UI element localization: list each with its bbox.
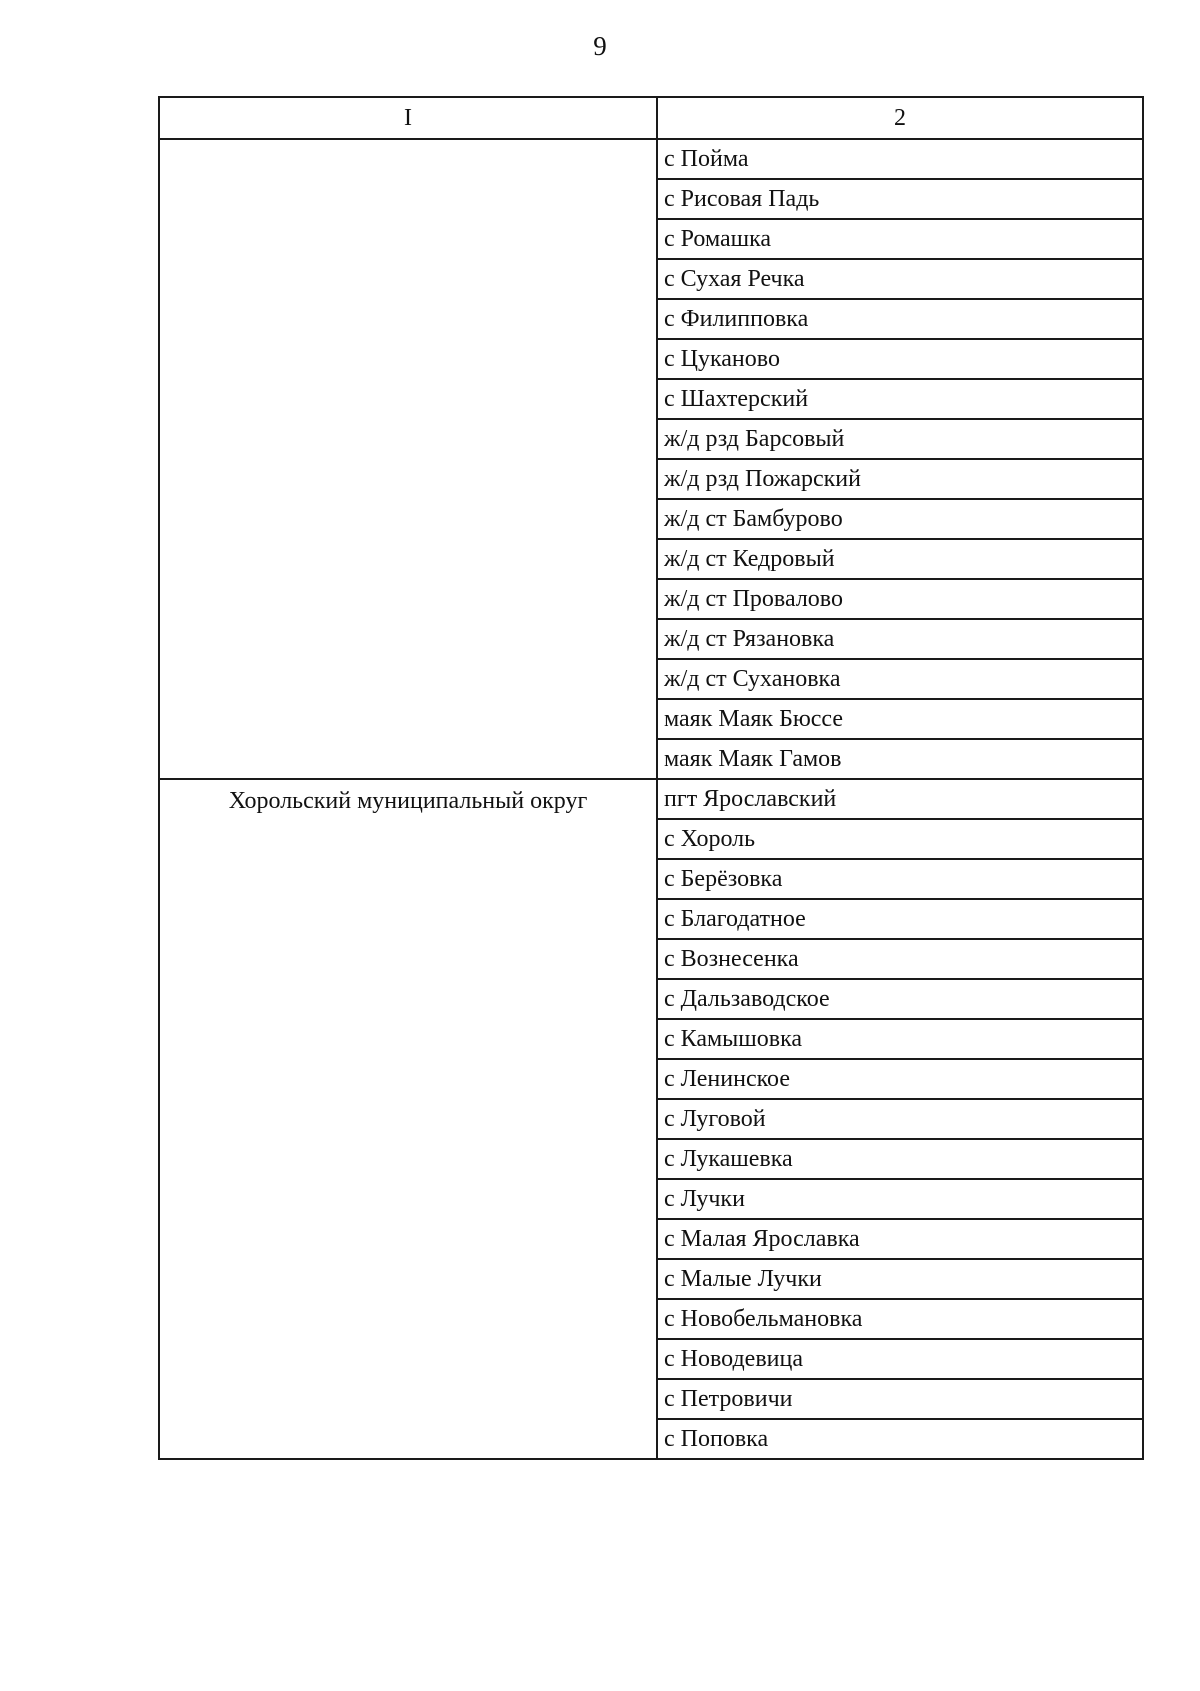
settlement-cell: с Вознесенка [657,939,1143,979]
settlement-cell: с Ленинское [657,1059,1143,1099]
settlement-cell: ж/д ст Кедровый [657,539,1143,579]
settlement-cell: с Ромашка [657,219,1143,259]
table-row [159,139,1143,179]
settlement-cell: с Пойма [657,139,1143,179]
page-number: 9 [593,31,607,61]
settlement-cell: с Рисовая Падь [657,179,1143,219]
settlement-cell: с Лукашевка [657,1139,1143,1179]
table-header-row [159,97,1143,139]
settlement-cell: ж/д ст Провалово [657,579,1143,619]
municipal-district-cell: Хорольский муниципальный округ [159,779,657,1459]
settlement-cell: с Поповка [657,1419,1143,1459]
settlement-cell: ж/д ст Сухановка [657,659,1143,699]
settlement-cell: с Новодевица [657,1339,1143,1379]
settlement-cell: с Петровичи [657,1379,1143,1419]
table-row [159,779,1143,819]
settlement-cell: с Лучки [657,1179,1143,1219]
municipal-district-cell [159,139,657,779]
settlement-cell: с Хороль [657,819,1143,859]
settlement-cell: с Сухая Речка [657,259,1143,299]
settlement-cell: с Дальзаводское [657,979,1143,1019]
settlement-cell: маяк Маяк Бюссе [657,699,1143,739]
settlement-cell: пгт Ярославский [657,779,1143,819]
column-header-1: I [159,97,657,139]
settlement-cell: с Малая Ярославка [657,1219,1143,1259]
settlement-cell: с Новобельмановка [657,1299,1143,1339]
settlement-cell: с Благодатное [657,899,1143,939]
settlement-cell: с Луговой [657,1099,1143,1139]
table-body [159,139,1143,1459]
settlement-cell: с Камышовка [657,1019,1143,1059]
settlement-cell: с Цуканово [657,339,1143,379]
settlement-cell: с Шахтерский [657,379,1143,419]
settlement-cell: маяк Маяк Гамов [657,739,1143,779]
settlement-cell: ж/д ст Рязановка [657,619,1143,659]
settlement-cell: с Филипповка [657,299,1143,339]
settlement-cell: ж/д рзд Пожарский [657,459,1143,499]
settlement-cell: с Берёзовка [657,859,1143,899]
settlements-table [158,96,1144,1460]
column-header-2: 2 [657,97,1143,139]
settlement-cell: ж/д ст Бамбурово [657,499,1143,539]
settlement-cell: с Малые Лучки [657,1259,1143,1299]
settlement-cell: ж/д рзд Барсовый [657,419,1143,459]
